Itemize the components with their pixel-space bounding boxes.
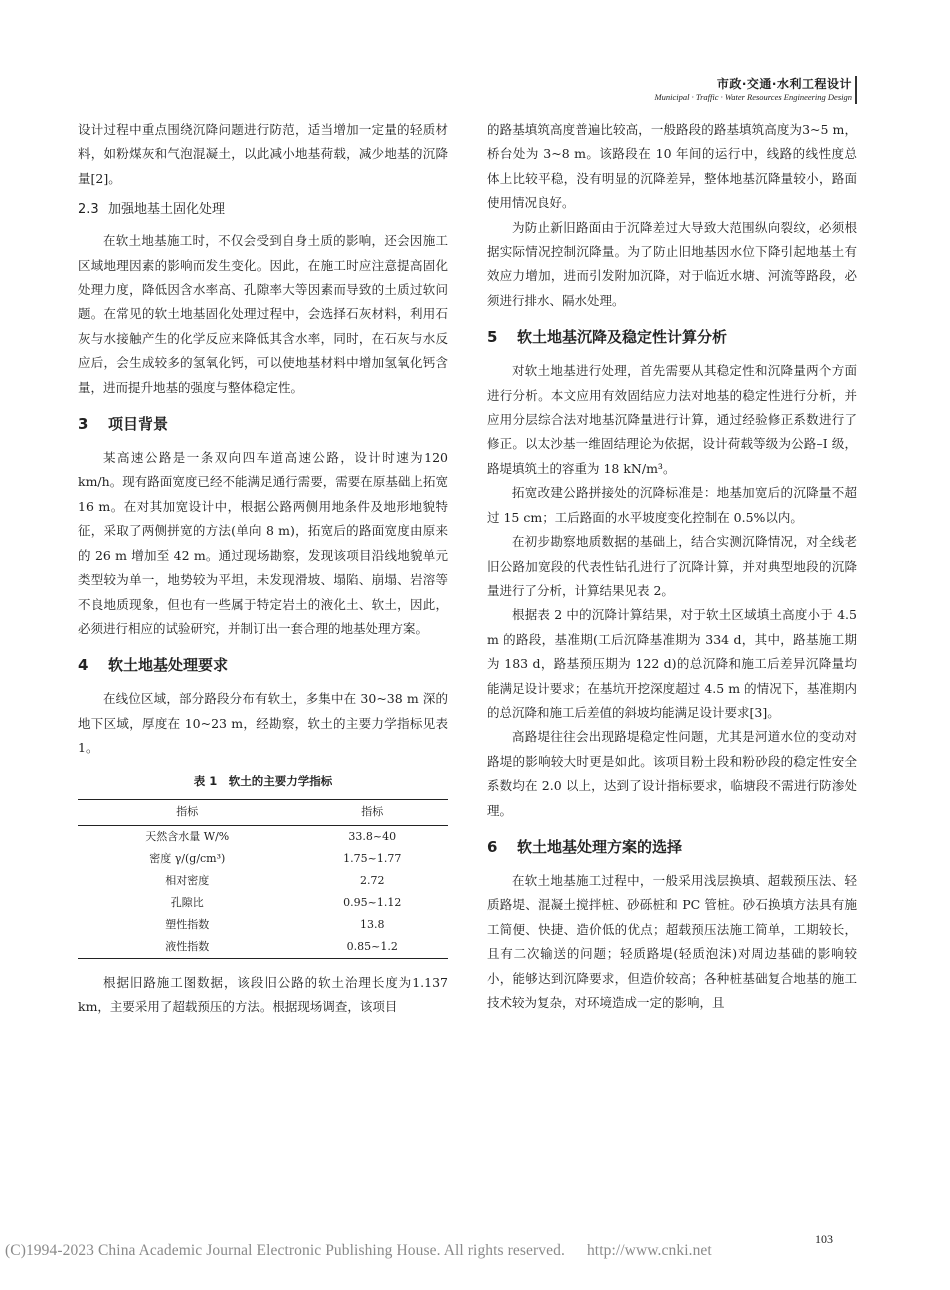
table-cell: 天然含水量 W/% bbox=[145, 829, 230, 843]
paragraph-5-5: 高路堤往往会出现路堤稳定性问题，尤其是河道水位的变动对路堤的影响较大时更是如此。该项目粉土段和粉砂段的稳定性安全系数均在 2.0 以上，达到了设计指标要求，临塘段不需进行防渗处理。 bbox=[487, 729, 857, 818]
table-header-cell: 指标 bbox=[78, 799, 297, 825]
table-row bbox=[78, 848, 448, 870]
paragraph-drainage: 为防止新旧路面由于沉降差过大导致大范围纵向裂纹，必须根据实际情况控制沉降量。为了防止旧地基因水位下降引起地基土有效应力增加，进而引发附加沉降，对于临近水塘、河流等路段，必须进行排水、隔水处理。 bbox=[487, 219, 857, 308]
table-cell: 塑性指数 bbox=[165, 917, 210, 931]
section-number: 5 bbox=[487, 328, 498, 347]
section-3-heading bbox=[78, 404, 448, 444]
copyright-footer bbox=[5, 1242, 712, 1260]
table-row bbox=[78, 936, 448, 959]
left-column bbox=[78, 118, 448, 1019]
section-6-heading bbox=[487, 827, 857, 867]
section-5-heading bbox=[487, 317, 857, 357]
paragraph-5-1: 对软土地基进行处理，首先需要从其稳定性和沉降量两个方面进行分析。本文应用有效固结应力法对地基的稳定性进行分析，并应用分层综合法对地基沉降量进行计算，通过经验修正系数进行了修正。以太沙基一维固结理论为依据，设计荷载等级为公路–I 级，路堤填筑土的容重为 18 kN/m³。 bbox=[487, 363, 857, 476]
paragraph-5-3: 在初步勘察地质数据的基础上，结合实测沉降情况，对全线老旧公路加宽段的代表性钻孔进行了沉降计算，并对典型地段的沉降量进行了分析，计算结果见表 2。 bbox=[487, 534, 857, 598]
paragraph-2-3: 在软土地基施工时，不仅会受到自身土质的影响，还会因施工区域地理因素的影响而发生变化。因此，在施工时应注意提高固化处理力度，降低因含水率高、孔隙率大等因素而导致的土质过软问题。在常见的软土地基固化处理过程中，会选择石灰材料，利用石灰与水接触产生的化学反应来降低其含水率，同时，在石灰与水反应后，会生成较多的氢氧化钙，可以使地基材料中增加氢氧化钙含量，进而提升地基的强度与整体稳定性。 bbox=[78, 233, 448, 395]
table-cell: 1.75~1.77 bbox=[343, 851, 402, 865]
section-number: 6 bbox=[487, 837, 498, 856]
section-4-heading bbox=[78, 645, 448, 685]
section-title: 软土地基处理方案的选择 bbox=[517, 837, 683, 856]
section-title: 项目背景 bbox=[108, 415, 169, 434]
table-1 bbox=[78, 799, 448, 959]
table-row bbox=[78, 914, 448, 936]
header-divider bbox=[855, 76, 857, 104]
section-title: 软土地基沉降及稳定性计算分析 bbox=[517, 328, 728, 347]
section-title: 软土地基处理要求 bbox=[108, 656, 229, 675]
table-cell: 液性指数 bbox=[78, 936, 297, 959]
copyright-text: (C)1994-2023 China Academic Journal Electronic Publishing House. All rights reserved. bbox=[5, 1242, 565, 1259]
section-number: 2.3 bbox=[78, 202, 99, 218]
paragraph-6: 在软土地基施工过程中，一般采用浅层换填、超载预压法、轻质路堤、混凝土搅拌桩、砂砾桩和 PC 管桩。砂石换填方法具有施工简便、快捷、造价低的优点；超载预压法施工简单，工期较长，且有二次输送的问题；轻质路堤(轻质泡沫)对周边基础的影响较小，能够达到沉降要求，但造价较高；各种桩基础复合地基的施工技术较为复杂，对环境造成一定的影响，且 bbox=[487, 872, 857, 1010]
table-cell: 相对密度 bbox=[165, 873, 210, 887]
section-number: 3 bbox=[78, 415, 89, 434]
paragraph-3: 某高速公路是一条双向四车道高速公路，设计时速为120 km/h。现有路面宽度已经不能满足通行需要，需要在原基础上拓宽 16 m。在对其加宽设计中，根据公路两侧用地条件及地形地貌特征，采取了两侧拼宽的方法(单向 8 m)，拓宽后的路面宽度由原来的 26 m 增加至 42 m。通过现场勘察，发现该项目沿线地貌单元类型较为单一，地势较为平坦，未发现滑坡、塌陷、崩塌、岩溶等不良地质现象，但也有一些属于特定岩土的液化土、软土，因此，必须进行相应的试验研究，并制订出一套合理的地基处理方案。 bbox=[78, 450, 448, 636]
table-cell: 2.72 bbox=[360, 873, 385, 887]
table-row bbox=[78, 892, 448, 914]
paragraph-5-2: 拓宽改建公路拼接处的沉降标准是：地基加宽后的沉降量不超过 15 cm；工后路面的水平坡度变化控制在 0.5%以内。 bbox=[487, 485, 857, 525]
paragraph-continued: 的路基填筑高度普遍比较高，一般路段的路基填筑高度为3~5 m，桥台处为 3~8 m。该路段在 10 年间的运行中，线路的线性度总体上比较平稳，没有明显的沉降差异，整体地基沉降量较小，路面使用情况良好。 bbox=[487, 122, 857, 211]
table-cell: 孔隙比 bbox=[170, 895, 204, 909]
table-row bbox=[78, 870, 448, 892]
paragraph-5-4: 根据表 2 中的沉降计算结果，对于软土区域填土高度小于 4.5 m 的路段，基准期(工后沉降基准期为 334 d，其中，路基施工期为 183 d，路基预压期为 122 d)的总沉降和施工后差异沉降量均能满足设计要求；在基坑开挖深度超过 4.5 m 的情况下，基准期内的总沉降和施工后差值的斜坡均能满足设计要求[3]。 bbox=[487, 607, 857, 720]
table-cell: 密度 γ/(g/cm³) bbox=[149, 851, 226, 865]
paragraph-4: 在线位区域，部分路段分布有软土，多集中在 30~38 m 深的地下区域，厚度在 10~23 m，经勘察，软土的主要力学指标见表 1。 bbox=[78, 691, 448, 756]
journal-section-title: 市政·交通·水利工程设计 bbox=[716, 77, 852, 91]
section-title: 加强地基土固化处理 bbox=[108, 202, 226, 218]
table-row bbox=[78, 825, 448, 848]
table-1-caption: 表 1 软土的主要力学指标 bbox=[193, 773, 333, 788]
paragraph-intro: 设计过程中重点围绕沉降问题进行防范，适当增加一定量的轻质材料，如粉煤灰和气泡混凝土，以此减小地基荷载，减少地基的沉降量[2]。 bbox=[78, 122, 448, 186]
table-cell: 13.8 bbox=[360, 917, 385, 931]
page-number: 103 bbox=[815, 1232, 833, 1246]
section-number: 4 bbox=[78, 656, 89, 675]
table-cell: 33.8~40 bbox=[348, 829, 397, 843]
table-cell: 0.95~1.12 bbox=[343, 895, 402, 909]
right-column bbox=[487, 118, 857, 1015]
paragraph-after-table: 根据旧路施工图数据，该段旧公路的软土治理长度为1.137 km，主要采用了超载预压的方法。根据现场调查，该项目 bbox=[78, 974, 448, 1014]
section-2-3-heading bbox=[78, 197, 448, 223]
footer-url: http://www.cnki.net bbox=[586, 1242, 712, 1259]
table-header-cell: 指标 bbox=[297, 799, 448, 825]
journal-section-subtitle: Municipal · Traffic · Water Resources Engineering Design bbox=[654, 92, 852, 102]
table-header-row bbox=[78, 799, 448, 825]
table-cell: 0.85~1.2 bbox=[297, 936, 448, 959]
